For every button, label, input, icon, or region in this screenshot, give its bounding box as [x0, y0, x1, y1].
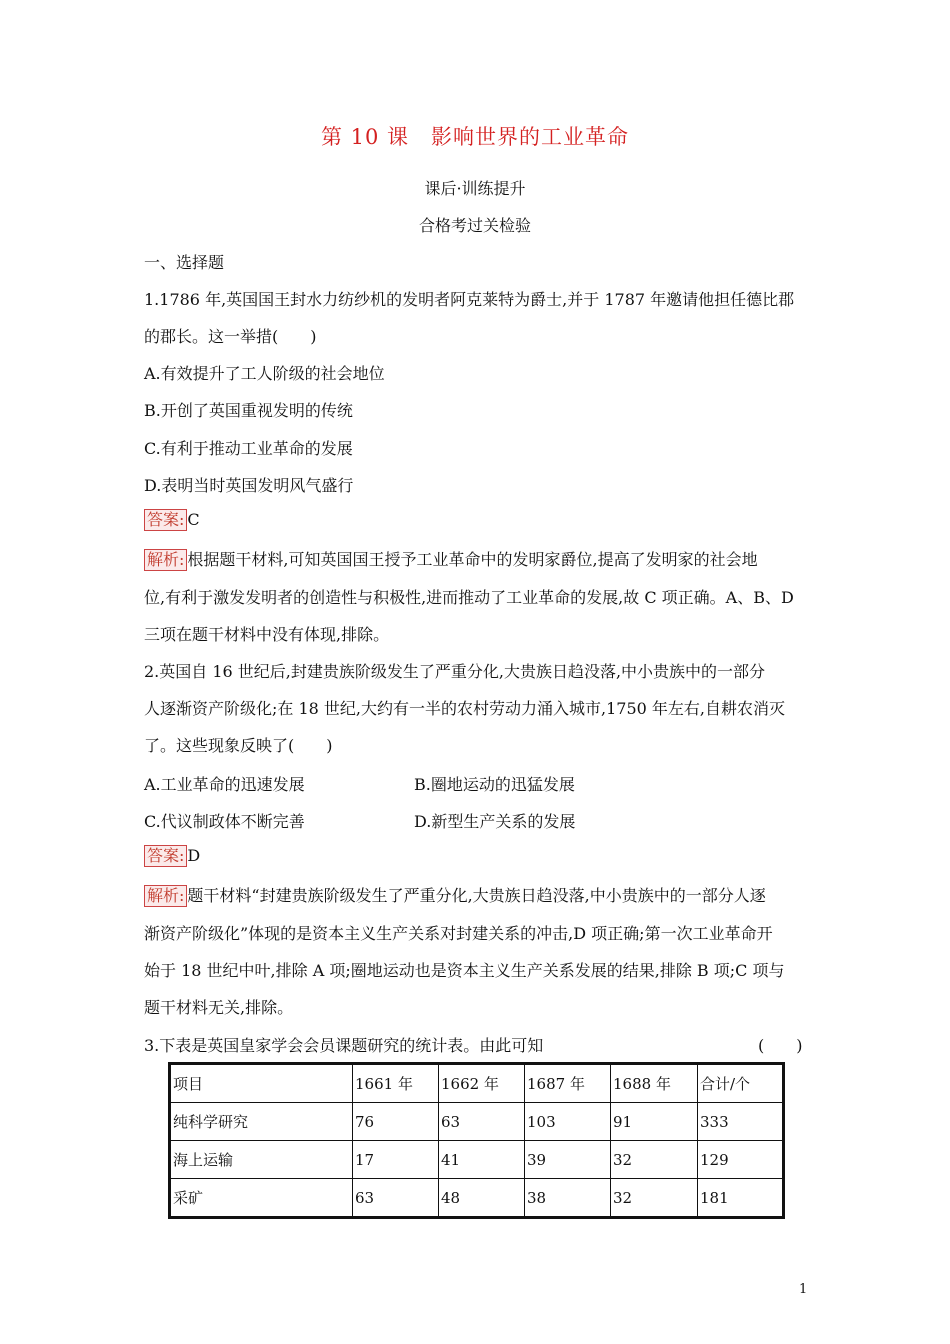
table-header-cell: 1662 年	[439, 1064, 525, 1103]
q1-stem-line-2: 的郡长。这一举措( )	[144, 327, 317, 346]
table-cell: 41	[439, 1141, 525, 1179]
table-cell: 39	[525, 1141, 611, 1179]
answer-label: 答案:	[144, 845, 187, 867]
answer-label: 答案:	[144, 509, 187, 531]
q3-answer-paren: ( )	[758, 1036, 803, 1055]
table-header-cell: 1687 年	[525, 1064, 611, 1103]
table-cell: 17	[353, 1141, 439, 1179]
q1-answer	[144, 509, 200, 531]
table-cell: 38	[525, 1179, 611, 1218]
table-cell: 181	[698, 1179, 784, 1218]
table-cell: 采矿	[170, 1179, 353, 1218]
table-row	[170, 1179, 784, 1218]
table-cell: 63	[353, 1179, 439, 1218]
lesson-title: 第 10 课 影响世界的工业革命	[320, 125, 630, 149]
q2-stem-line-1: 2.英国自 16 世纪后,封建贵族阶级发生了严重分化,大贵族日趋没落,中小贵族中的一部分	[144, 662, 766, 681]
subtitle: 课后·训练提升	[424, 179, 526, 198]
section-heading: 合格考过关检验	[418, 216, 531, 235]
table-cell: 海上运输	[170, 1141, 353, 1179]
table-cell: 333	[698, 1103, 784, 1141]
q1-analysis-text-1: 根据题干材料,可知英国国王授予工业革命中的发明家爵位,提高了发明家的社会地	[187, 550, 758, 569]
q1-option-b: B.开创了英国重视发明的传统	[144, 401, 353, 420]
statistics-table	[168, 1062, 785, 1219]
table-cell: 纯科学研究	[170, 1103, 353, 1141]
table-cell: 76	[353, 1103, 439, 1141]
q2-analysis-line-3: 始于 18 世纪中叶,排除 A 项;圈地运动也是资本主义生产关系发展的结果,排除 B 项;C 项与	[144, 961, 785, 980]
q1-analysis-line-2: 位,有利于激发发明者的创造性与积极性,进而推动了工业革命的发展,故 C 项正确。A、B、D	[144, 588, 794, 607]
q2-answer	[144, 845, 200, 867]
table-row	[170, 1103, 784, 1141]
analysis-label: 解析:	[144, 549, 187, 571]
q2-option-a: A.工业革命的迅速发展	[144, 775, 305, 794]
q1-answer-value: C	[187, 510, 200, 529]
q1-analysis-line-3: 三项在题干材料中没有体现,排除。	[144, 625, 390, 644]
q1-option-a: A.有效提升了工人阶级的社会地位	[144, 364, 385, 383]
table-header-cell: 1661 年	[353, 1064, 439, 1103]
page-number: 1	[799, 1282, 808, 1297]
table-header-cell: 合计/个	[698, 1064, 784, 1103]
table-cell: 63	[439, 1103, 525, 1141]
analysis-label: 解析:	[144, 885, 187, 907]
q2-option-d: D.新型生产关系的发展	[414, 812, 576, 831]
q2-option-c: C.代议制政体不断完善	[144, 812, 305, 831]
q2-stem-line-3: 了。这些现象反映了( )	[144, 736, 333, 755]
table-cell: 129	[698, 1141, 784, 1179]
table-cell: 103	[525, 1103, 611, 1141]
table-row	[170, 1141, 784, 1179]
table-cell: 48	[439, 1179, 525, 1218]
q2-analysis-line-1	[144, 883, 766, 907]
q2-option-b: B.圈地运动的迅猛发展	[414, 775, 575, 794]
q3-stem: 3.下表是英国皇家学会会员课题研究的统计表。由此可知	[144, 1036, 544, 1055]
q2-analysis-line-4: 题干材料无关,排除。	[144, 998, 294, 1017]
q2-answer-value: D	[187, 846, 201, 865]
q2-analysis-text-1: 题干材料“封建贵族阶级发生了严重分化,大贵族日趋没落,中小贵族中的一部分人逐	[187, 886, 766, 905]
q1-option-c: C.有利于推动工业革命的发展	[144, 439, 353, 458]
table-cell: 91	[611, 1103, 698, 1141]
table-header-cell: 项目	[170, 1064, 353, 1103]
q1-stem-line-1: 1.1786 年,英国国王封水力纺纱机的发明者阿克莱特为爵士,并于 1787 年邀请他担任德比郡	[144, 290, 795, 309]
q2-stem-line-2: 人逐渐资产阶级化;在 18 世纪,大约有一半的农村劳动力涌入城市,1750 年左右,自耕农消灭	[144, 699, 785, 718]
q1-analysis-line-1	[144, 547, 758, 571]
q1-option-d: D.表明当时英国发明风气盛行	[144, 476, 354, 495]
table-header-row	[170, 1064, 784, 1103]
table-cell: 32	[611, 1141, 698, 1179]
part-heading: 一、选择题	[144, 253, 225, 272]
q2-analysis-line-2: 渐资产阶级化”体现的是资本主义生产关系对封建关系的冲击,D 项正确;第一次工业革命开	[144, 924, 773, 943]
table-header-cell: 1688 年	[611, 1064, 698, 1103]
table-cell: 32	[611, 1179, 698, 1218]
